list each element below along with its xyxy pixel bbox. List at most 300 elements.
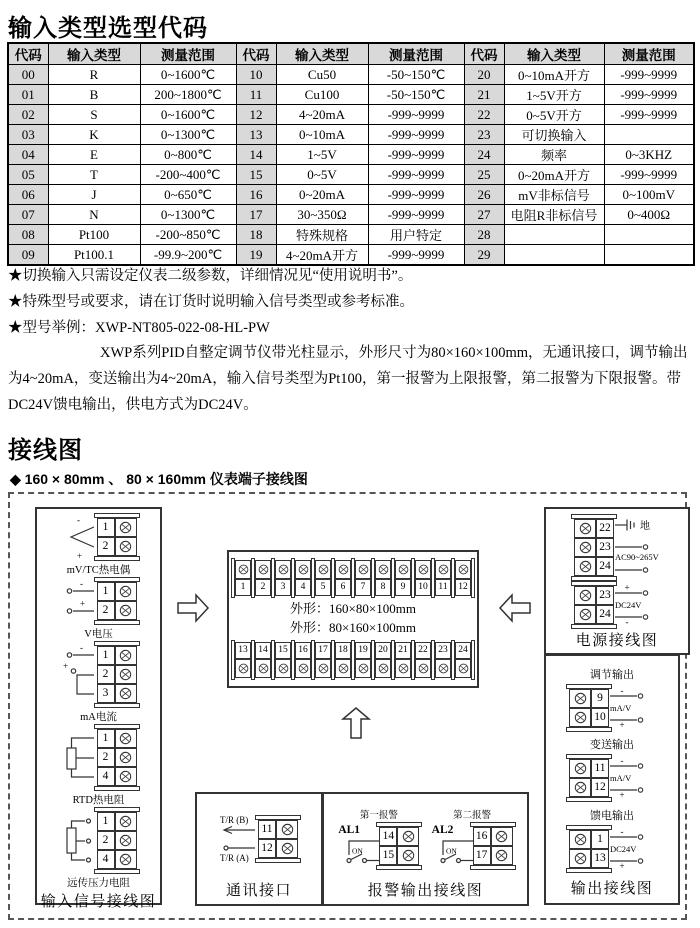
terminal-block: [258, 815, 298, 863]
screw-terminal: [574, 586, 596, 605]
table-cell: 07: [8, 205, 48, 225]
table-cell: 0~5V开方: [504, 105, 604, 125]
table-cell: 12: [236, 105, 276, 125]
column-header: 代码: [464, 43, 504, 65]
current-lead-drawing: [61, 641, 97, 708]
table-cell: Pt100.1: [48, 245, 140, 266]
screw-icon: [358, 564, 369, 575]
svg-text:+: +: [79, 598, 85, 609]
rtd-drawing: [61, 724, 97, 791]
table-cell: 05: [8, 165, 48, 185]
terminal-number: 10: [415, 579, 431, 596]
screw-icon: [579, 541, 592, 554]
output-wiring-group: [569, 807, 655, 873]
svg-text:+: +: [62, 661, 68, 671]
screw-terminal: [574, 557, 596, 576]
svg-text:ON: ON: [352, 846, 364, 856]
screw-icon: [119, 687, 132, 700]
comm-panel-label: 通讯接口: [225, 883, 292, 899]
alarm-output-panel: [322, 792, 529, 906]
screw-icon: [438, 663, 449, 674]
screw-icon: [238, 663, 249, 674]
screw-terminal: [569, 708, 591, 727]
screw-terminal: [375, 560, 391, 579]
screw-icon: [495, 849, 508, 862]
input-group-caption: 远传压力电阻: [67, 878, 130, 889]
block-cap: [94, 620, 140, 625]
table-cell: 0~400Ω: [604, 205, 694, 225]
svg-text:-: -: [620, 686, 624, 695]
screw-terminal: [115, 537, 137, 556]
arrow-up-icon: [340, 706, 372, 740]
alarm-relay-name: AL2: [431, 824, 454, 836]
terminal-number: 23: [435, 642, 451, 659]
terminal-number: 1: [97, 729, 115, 748]
svg-text:-: -: [79, 578, 83, 589]
lead-label: mA/V: [610, 702, 632, 713]
arrow-left-icon: [498, 592, 532, 624]
table-cell: mV非标信号: [504, 185, 604, 205]
screw-icon: [574, 711, 587, 724]
wire-lead-icon: [614, 608, 654, 626]
terminal-block: [379, 822, 419, 870]
wire-lead-icon: [609, 711, 649, 729]
terminal-number: 21: [395, 642, 411, 659]
table-cell: 0~5V: [276, 165, 368, 185]
block-cap: [376, 865, 422, 870]
screw-icon: [458, 564, 469, 575]
note-line: ★型号举例：XWP-NT805-022-08-HL-PW: [8, 319, 270, 336]
notes-section: [8, 264, 692, 419]
wiring-diagram-container: [8, 492, 687, 920]
table-cell: 08: [8, 225, 48, 245]
wire-lead-icon: [609, 781, 649, 799]
terminal-block: [473, 822, 513, 870]
lead-label: AC90~265V: [615, 551, 659, 562]
wiring-subtitle: ◆ 160 × 80mm 、 80 × 160mm 仪表端子接线图: [10, 471, 308, 487]
comm-lead-label: T/R (A): [220, 852, 249, 863]
terminal-number: 6: [335, 579, 351, 596]
table-cell: [504, 225, 604, 245]
table-cell: -999~9999: [368, 145, 464, 165]
table-cell: 0~1300℃: [140, 205, 236, 225]
block-cap: [566, 868, 612, 873]
terminal-strip: [231, 558, 475, 598]
screw-terminal: [395, 659, 411, 678]
table-cell: 16: [236, 185, 276, 205]
terminal-block: [574, 581, 614, 629]
terminal-number: 20: [375, 642, 391, 659]
table-cell: -200~400℃: [140, 165, 236, 185]
table-cell: 20: [464, 65, 504, 85]
wiring-section-title: 接线图: [8, 437, 83, 464]
block-cap: [94, 786, 140, 791]
screw-terminal: [275, 560, 291, 579]
terminal-number: 18: [335, 642, 351, 659]
table-cell: 18: [236, 225, 276, 245]
table-cell: -99.9~200℃: [140, 245, 236, 266]
terminal-number: 11: [591, 759, 609, 778]
wire-lead-icon: [609, 852, 649, 870]
screw-terminal: [115, 601, 137, 620]
input-group-caption: V电压: [84, 629, 113, 640]
screw-terminal: [415, 560, 431, 579]
table-cell: -999~9999: [604, 65, 694, 85]
output-group-heading: 调节输出: [590, 668, 634, 681]
table-cell: N: [48, 205, 140, 225]
terminal-number: 1: [97, 582, 115, 601]
terminal-overview-box: [227, 550, 479, 688]
alarm-groups: [326, 798, 525, 879]
table-cell: 14: [236, 145, 276, 165]
relay-contact-icon: [338, 836, 380, 868]
terminal-number: 10: [591, 708, 609, 727]
terminal-strip: [231, 640, 475, 680]
lead-label: DC24V: [615, 600, 642, 610]
table-cell: 06: [8, 185, 48, 205]
screw-terminal: [569, 778, 591, 797]
wire-lead-icon: [614, 561, 654, 579]
screw-terminal: [235, 659, 251, 678]
lead-label: mA/V: [610, 773, 632, 783]
terminal-number: 9: [395, 579, 411, 596]
terminal-number: 22: [415, 642, 431, 659]
pressure-resistor-drawing: [61, 807, 97, 874]
terminal-number: 12: [258, 839, 276, 858]
table-cell: 0~650℃: [140, 185, 236, 205]
column-header: 代码: [236, 43, 276, 65]
block-cap: [470, 865, 516, 870]
table-cell: 1~5V: [276, 145, 368, 165]
table-cell: 13: [236, 125, 276, 145]
screw-terminal: [276, 839, 298, 858]
screw-icon: [281, 823, 294, 836]
terminal-number: 2: [97, 748, 115, 767]
terminal-number: 7: [355, 579, 371, 596]
input-type-table: [7, 42, 695, 266]
table-cell: 1~5V开方: [504, 85, 604, 105]
screw-icon: [438, 564, 449, 575]
table-cell: 09: [8, 245, 48, 266]
table-cell: K: [48, 125, 140, 145]
screw-icon: [119, 649, 132, 662]
screw-terminal: [397, 846, 419, 865]
table-cell: 0~10mA开方: [504, 65, 604, 85]
voltage-lead-drawing: [61, 577, 97, 625]
input-group-caption: mA电流: [80, 712, 117, 723]
screw-terminal: [276, 820, 298, 839]
screw-terminal: [574, 538, 596, 557]
table-cell: 15: [236, 165, 276, 185]
table-row: [8, 225, 694, 245]
table-cell: 可切换输入: [504, 125, 604, 145]
screw-icon: [579, 589, 592, 602]
table-cell: 26: [464, 185, 504, 205]
screw-icon: [574, 762, 587, 775]
table-cell: 0~20mA开方: [504, 165, 604, 185]
dimension-lines: [290, 600, 416, 638]
table-cell: -999~9999: [368, 185, 464, 205]
screw-terminal: [375, 659, 391, 678]
table-cell: 用户特定: [368, 225, 464, 245]
screw-icon: [119, 540, 132, 553]
screw-terminal: [315, 560, 331, 579]
screw-icon: [398, 564, 409, 575]
screw-icon: [338, 564, 349, 575]
screw-icon: [378, 663, 389, 674]
terminal-number: 1: [235, 579, 251, 596]
terminal-block: [569, 754, 609, 802]
screw-terminal: [115, 812, 137, 831]
svg-text:地: 地: [640, 521, 650, 533]
table-cell: 0~20mA: [276, 185, 368, 205]
screw-terminal: [255, 560, 271, 579]
power-wiring-panel: [544, 507, 690, 655]
table-cell: [604, 245, 694, 266]
screw-icon: [318, 663, 329, 674]
screw-terminal: [295, 560, 311, 579]
table-cell: 27: [464, 205, 504, 225]
screw-icon: [418, 663, 429, 674]
screw-icon: [402, 849, 415, 862]
terminal-number: 14: [255, 642, 271, 659]
screw-terminal: [115, 729, 137, 748]
terminal-strip-top: [231, 558, 475, 598]
output-groups: [548, 661, 676, 877]
terminal-number: 17: [473, 846, 491, 865]
table-cell: 23: [464, 125, 504, 145]
terminal-number: 17: [315, 642, 331, 659]
svg-text:-: -: [620, 827, 624, 836]
table-cell: -999~9999: [368, 205, 464, 225]
output-group-heading: 变送输出: [590, 739, 634, 751]
input-wiring-group: [61, 724, 137, 807]
screw-icon: [119, 770, 132, 783]
alarm-panel-label: 报警输出接线图: [367, 883, 484, 899]
table-cell: -200~850℃: [140, 225, 236, 245]
screw-terminal: [115, 582, 137, 601]
screw-icon: [358, 663, 369, 674]
table-cell: 21: [464, 85, 504, 105]
note-line: ★特殊型号或要求，请在订货时说明输入信号类型或参考标准。: [8, 293, 414, 310]
block-cap: [94, 703, 140, 708]
table-cell: 24: [464, 145, 504, 165]
table-cell: Cu100: [276, 85, 368, 105]
output-group-heading: 馈电输出: [590, 809, 634, 822]
screw-icon: [238, 564, 249, 575]
page-title: 输入类型选型代码: [8, 15, 208, 42]
screw-terminal: [235, 560, 251, 579]
table-cell: 02: [8, 105, 48, 125]
table-cell: E: [48, 145, 140, 165]
screw-terminal: [115, 518, 137, 537]
terminal-number: 14: [379, 827, 397, 846]
table-header-row: [8, 43, 694, 65]
screw-terminal: [455, 560, 471, 579]
screw-icon: [298, 663, 309, 674]
table-cell: R: [48, 65, 140, 85]
terminal-number: 23: [596, 586, 614, 605]
block-cap: [94, 556, 140, 561]
table-cell: 电阻R非标信号: [504, 205, 604, 225]
table-cell: -999~9999: [368, 165, 464, 185]
svg-text:-: -: [625, 617, 629, 626]
table-cell: 200~1800℃: [140, 85, 236, 105]
table-cell: Pt100: [48, 225, 140, 245]
svg-text:-: -: [620, 757, 624, 766]
table-cell: 25: [464, 165, 504, 185]
terminal-number: 5: [315, 579, 331, 596]
terminal-block: [569, 684, 609, 732]
terminal-number: 2: [255, 579, 271, 596]
terminal-number: 4: [295, 579, 311, 596]
column-header: 测量范围: [604, 43, 694, 65]
table-cell: -999~9999: [368, 125, 464, 145]
table-cell: -999~9999: [604, 105, 694, 125]
table-row: [8, 65, 694, 85]
screw-icon: [458, 663, 469, 674]
screw-terminal: [569, 759, 591, 778]
dimension-line: 外形：80×160×100mm: [290, 620, 416, 635]
screw-icon: [119, 853, 132, 866]
screw-icon: [119, 521, 132, 534]
screw-icon: [579, 608, 592, 621]
terminal-number: 3: [275, 579, 291, 596]
arrow-right-icon: [176, 592, 210, 624]
terminal-block: [97, 724, 137, 791]
screw-terminal: [491, 827, 513, 846]
terminal-number: 2: [97, 665, 115, 684]
model-example-paragraph: XWP系列PID自整定调节仪带光柱显示，外形尺寸为80×160×100mm，无通讯接口，调节输出为4~20mA，变送输出为4~20mA，输入信号类型为Pt100，第一报警为上限报警，第二报警为下限报警。带DC24V馈电输出，供电方式为DC24V。: [8, 345, 688, 413]
column-header: 输入类型: [504, 43, 604, 65]
alarm-group: [432, 807, 513, 870]
table-row: [8, 85, 694, 105]
input-wiring-group: [61, 641, 137, 724]
screw-icon: [281, 842, 294, 855]
column-header: 测量范围: [140, 43, 236, 65]
screw-icon: [258, 663, 269, 674]
terminal-number: 2: [97, 601, 115, 620]
alarm-group-heading: 第一报警: [359, 811, 398, 821]
terminal-number: 19: [355, 642, 371, 659]
comm-wire-icon: [220, 825, 256, 835]
terminal-number: 24: [596, 557, 614, 576]
table-row: [8, 165, 694, 185]
terminal-number: 4: [97, 850, 115, 869]
input-panel-label: 输入信号接线图: [40, 894, 157, 910]
table-row: [8, 105, 694, 125]
svg-text:+: +: [619, 790, 625, 799]
screw-terminal: [397, 827, 419, 846]
screw-icon: [119, 834, 132, 847]
screw-icon: [574, 692, 587, 705]
power-panel-label: 电源接线图: [575, 633, 659, 649]
table-row: [8, 245, 694, 266]
table-cell: [604, 125, 694, 145]
table-cell: 0~3KHZ: [604, 145, 694, 165]
terminal-number: 4: [97, 767, 115, 786]
table-cell: 0~1300℃: [140, 125, 236, 145]
screw-icon: [119, 668, 132, 681]
block-cap: [566, 727, 612, 732]
ground-icon: [614, 517, 654, 533]
terminal-number: 13: [235, 642, 251, 659]
wiring-group: [574, 581, 660, 629]
output-panel-label: 输出接线图: [570, 881, 654, 897]
terminal-post: [471, 640, 475, 680]
terminal-number: 8: [375, 579, 391, 596]
svg-text:ON: ON: [445, 846, 457, 856]
screw-icon: [119, 751, 132, 764]
power-groups: [548, 514, 686, 629]
terminal-number: 3: [97, 684, 115, 703]
wiring-group: [574, 514, 660, 581]
svg-text:+: +: [76, 551, 82, 561]
table-cell: -999~9999: [604, 165, 694, 185]
alarm-group: [338, 807, 419, 870]
screw-icon: [418, 564, 429, 575]
terminal-number: 15: [379, 846, 397, 865]
screw-terminal: [295, 659, 311, 678]
table-cell: 4~20mA: [276, 105, 368, 125]
screw-icon: [119, 604, 132, 617]
screw-icon: [574, 781, 587, 794]
terminal-number: 13: [591, 849, 609, 868]
svg-text:+: +: [619, 860, 625, 870]
screw-icon: [278, 663, 289, 674]
svg-text:-: -: [79, 642, 83, 653]
screw-terminal: [335, 560, 351, 579]
input-wiring-group: [61, 513, 137, 577]
terminal-number: 1: [591, 830, 609, 849]
input-wiring-group: [61, 807, 137, 890]
table-row: [8, 145, 694, 165]
terminal-post: [471, 558, 475, 598]
column-header: 测量范围: [368, 43, 464, 65]
table-cell: T: [48, 165, 140, 185]
comm-lead-label: T/R (B): [220, 814, 249, 825]
table-cell: 04: [8, 145, 48, 165]
screw-icon: [574, 852, 587, 865]
lead-label: DC24V: [610, 843, 637, 854]
screw-icon: [579, 560, 592, 573]
wiring-group: [569, 684, 655, 732]
terminal-number: 11: [258, 820, 276, 839]
screw-icon: [338, 663, 349, 674]
screw-icon: [258, 564, 269, 575]
screw-terminal: [574, 605, 596, 624]
table-cell: 29: [464, 245, 504, 266]
block-cap: [255, 858, 301, 863]
terminal-number: 23: [596, 538, 614, 557]
table-cell: B: [48, 85, 140, 105]
input-wiring-group: [61, 577, 137, 641]
screw-icon: [278, 564, 289, 575]
wiring-group: [569, 825, 655, 873]
terminal-number: 9: [591, 689, 609, 708]
svg-text:-: -: [76, 515, 80, 525]
screw-terminal: [355, 560, 371, 579]
screw-terminal: [455, 659, 471, 678]
screw-terminal: [115, 684, 137, 703]
screw-icon: [119, 585, 132, 598]
table-cell: -50~150℃: [368, 85, 464, 105]
input-signal-panel: [35, 507, 162, 910]
table-cell: -999~9999: [368, 105, 464, 125]
screw-icon: [119, 732, 132, 745]
table-cell: [604, 225, 694, 245]
alarm-group-heading: 第二报警: [453, 811, 492, 821]
